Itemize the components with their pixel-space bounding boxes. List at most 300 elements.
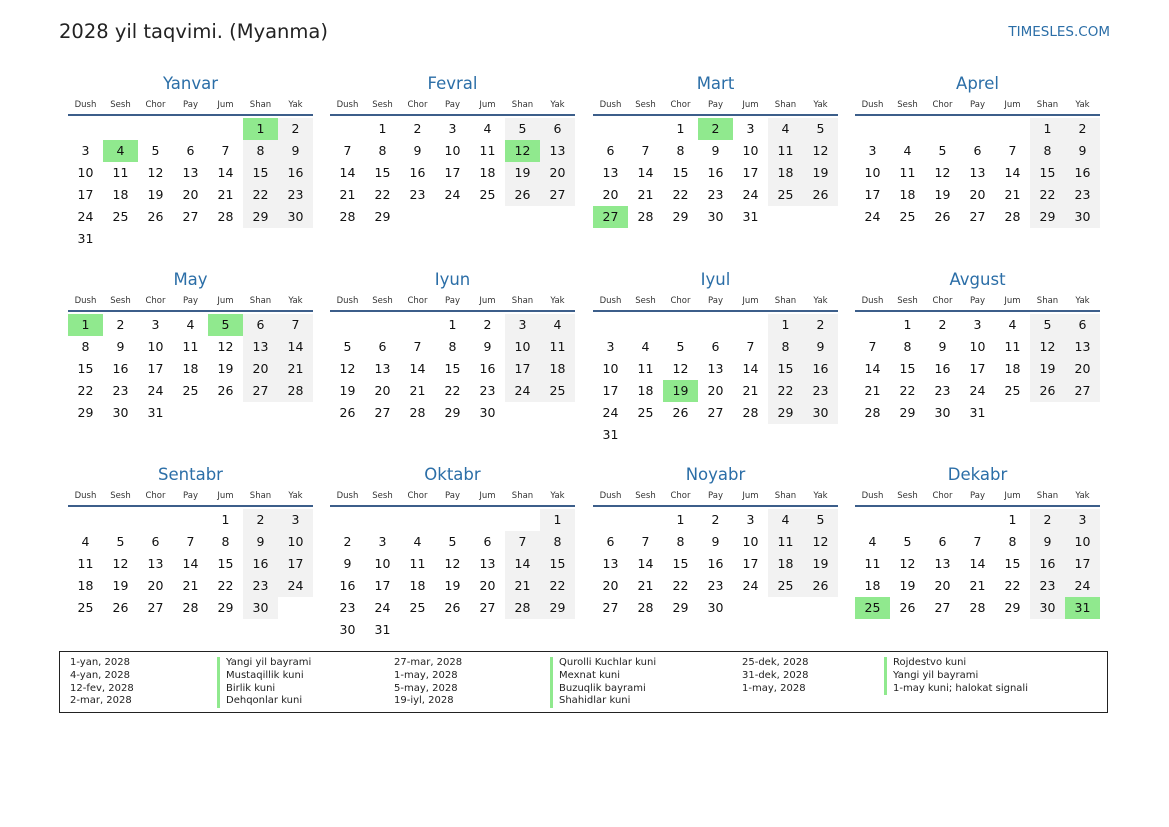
legend-holiday-name: Mexnat kuni: [550, 670, 620, 683]
day-cell: 6: [243, 314, 278, 336]
day-cell: 10: [77, 165, 94, 180]
day-cell: 27: [593, 206, 628, 228]
empty-cell: [855, 509, 890, 531]
empty-cell: [365, 509, 400, 531]
weekday-label: Sesh: [110, 296, 131, 306]
day-cell: 14: [864, 361, 881, 376]
day-cell: 23: [1030, 575, 1065, 597]
weekday-label: Pay: [970, 491, 985, 501]
weekday-label: Sesh: [372, 491, 393, 501]
empty-cell: [540, 206, 575, 228]
day-cell: 26: [339, 405, 356, 420]
site-link[interactable]: TIMESLES.COM: [1008, 24, 1110, 40]
weekday-header: [593, 487, 838, 507]
day-cell: 20: [479, 578, 496, 593]
day-cell: 4: [483, 121, 492, 136]
legend-holiday-name: Dehqonlar kuni: [217, 695, 302, 708]
day-cell: 15: [768, 358, 803, 380]
legend-holiday-name: Yangi yil bayrami: [884, 670, 978, 683]
weekday-label: Chor: [407, 491, 428, 501]
day-cell: 29: [444, 405, 461, 420]
month-name: Oktabr: [424, 465, 481, 484]
day-cell: 11: [540, 336, 575, 358]
day-cell: 18: [409, 578, 426, 593]
day-cell: 6: [606, 534, 615, 549]
day-cell: 15: [1030, 162, 1065, 184]
empty-cell: [330, 118, 365, 140]
day-cell: 5: [343, 339, 352, 354]
weekday-label: Dush: [599, 491, 622, 501]
day-cell: 9: [711, 143, 720, 158]
day-cell: 15: [444, 361, 461, 376]
empty-cell: [925, 509, 960, 531]
weekday-header: [68, 292, 313, 312]
day-cell: 2: [343, 534, 352, 549]
legend-holiday-name: Birlik kuni: [217, 683, 275, 696]
empty-cell: [698, 424, 733, 446]
empty-cell: [803, 206, 838, 228]
day-cell: 25: [855, 597, 890, 619]
day-cell: 30: [243, 597, 278, 619]
weekday-header: [855, 96, 1100, 116]
empty-cell: [768, 597, 803, 619]
day-cell: 26: [505, 184, 540, 206]
day-cell: 24: [742, 187, 759, 202]
day-cell: 12: [444, 556, 461, 571]
empty-cell: [208, 228, 243, 250]
day-cell: 10: [505, 336, 540, 358]
legend-date: 31-dek, 2028: [742, 669, 809, 681]
day-cell: 16: [409, 165, 426, 180]
day-cell: 30: [707, 209, 724, 224]
day-cell: 17: [147, 361, 164, 376]
day-cell: 5: [151, 143, 160, 158]
weekday-label: Shan: [1036, 491, 1059, 501]
day-cell: 27: [479, 600, 496, 615]
empty-cell: [435, 509, 470, 531]
empty-cell: [243, 402, 278, 424]
day-cell: 14: [637, 165, 654, 180]
day-cell: 20: [934, 578, 951, 593]
day-cell: 22: [77, 383, 94, 398]
day-cell: 10: [278, 531, 313, 553]
empty-cell: [173, 118, 208, 140]
day-cell: 23: [409, 187, 426, 202]
day-cell: 7: [746, 339, 755, 354]
day-cell: 17: [278, 553, 313, 575]
weekday-label: Jum: [479, 296, 496, 306]
day-cell: 12: [934, 165, 951, 180]
day-cell: 6: [540, 118, 575, 140]
day-cell: 23: [112, 383, 129, 398]
day-cell: 25: [768, 575, 803, 597]
day-cell: 19: [899, 578, 916, 593]
month-mart: [593, 72, 838, 228]
empty-cell: [470, 509, 505, 531]
day-cell: 30: [339, 622, 356, 637]
weekday-label: Yak: [288, 491, 303, 501]
day-cell: 8: [448, 339, 457, 354]
weekday-header: [330, 292, 575, 312]
day-cell: 29: [217, 600, 234, 615]
empty-cell: [768, 206, 803, 228]
weekday-label: Yak: [813, 100, 828, 110]
weekday-label: Chor: [145, 491, 166, 501]
day-cell: 12: [147, 165, 164, 180]
empty-cell: [540, 619, 575, 641]
day-cell: 30: [278, 206, 313, 228]
day-cell: 1: [768, 314, 803, 336]
day-cell: 13: [479, 556, 496, 571]
day-cell: 9: [803, 336, 838, 358]
day-cell: 16: [278, 162, 313, 184]
empty-cell: [208, 402, 243, 424]
empty-cell: [1065, 402, 1100, 424]
day-cell: 9: [116, 339, 125, 354]
day-cell: 16: [1030, 553, 1065, 575]
weekday-label: Dush: [599, 100, 622, 110]
day-cell: 27: [147, 600, 164, 615]
day-cell: 25: [479, 187, 496, 202]
day-cell: 26: [672, 405, 689, 420]
weekday-label: Shan: [774, 491, 797, 501]
day-cell: 24: [1065, 575, 1100, 597]
day-cell: 13: [934, 556, 951, 571]
day-cell: 20: [602, 187, 619, 202]
day-cell: 9: [1065, 140, 1100, 162]
day-cell: 31: [969, 405, 986, 420]
month-yanvar: [68, 72, 313, 250]
day-cell: 9: [711, 534, 720, 549]
day-cell: 18: [1004, 361, 1021, 376]
empty-cell: [68, 118, 103, 140]
day-cell: 4: [81, 534, 90, 549]
day-cell: 4: [903, 143, 912, 158]
day-cell: 28: [505, 597, 540, 619]
month-name: Iyul: [700, 270, 731, 289]
day-cell: 18: [768, 553, 803, 575]
weekday-label: Pay: [708, 100, 723, 110]
day-cell: 11: [479, 143, 496, 158]
page-title: 2028 yil taqvimi. (Myanma): [59, 20, 328, 43]
weekday-label: Yak: [1075, 100, 1090, 110]
weekday-label: Shan: [511, 491, 534, 501]
day-cell: 26: [899, 600, 916, 615]
empty-cell: [103, 228, 138, 250]
day-cell: 1: [68, 314, 103, 336]
day-cell: 30: [1030, 597, 1065, 619]
empty-cell: [103, 118, 138, 140]
month-name: Yanvar: [162, 74, 219, 93]
day-cell: 17: [374, 578, 391, 593]
weekday-label: Sesh: [635, 491, 656, 501]
empty-cell: [593, 118, 628, 140]
day-cell: 27: [934, 600, 951, 615]
weekday-label: Sesh: [110, 491, 131, 501]
day-cell: 16: [112, 361, 129, 376]
day-cell: 4: [540, 314, 575, 336]
day-cell: 10: [742, 143, 759, 158]
day-cell: 29: [672, 209, 689, 224]
day-cell: 29: [77, 405, 94, 420]
day-cell: 5: [116, 534, 125, 549]
day-cell: 8: [676, 143, 685, 158]
weekday-label: Shan: [249, 491, 272, 501]
day-grid: [593, 509, 838, 619]
day-cell: 14: [182, 556, 199, 571]
month-name: Mart: [696, 74, 735, 93]
day-cell: 27: [374, 405, 391, 420]
day-cell: 28: [637, 209, 654, 224]
empty-cell: [960, 118, 995, 140]
month-fevral: [330, 72, 575, 228]
empty-cell: [278, 228, 313, 250]
weekday-label: Pay: [445, 296, 460, 306]
weekday-label: Sesh: [897, 296, 918, 306]
day-cell: 28: [969, 600, 986, 615]
weekday-label: Sesh: [635, 100, 656, 110]
weekday-label: Yak: [550, 100, 565, 110]
day-cell: 31: [602, 427, 619, 442]
empty-cell: [103, 509, 138, 531]
day-cell: 17: [77, 187, 94, 202]
day-cell: 13: [707, 361, 724, 376]
day-cell: 26: [147, 209, 164, 224]
day-cell: 6: [378, 339, 387, 354]
day-cell: 15: [77, 361, 94, 376]
empty-cell: [505, 402, 540, 424]
day-cell: 3: [1065, 509, 1100, 531]
empty-cell: [400, 509, 435, 531]
day-cell: 7: [186, 534, 195, 549]
day-cell: 9: [1030, 531, 1065, 553]
empty-cell: [173, 509, 208, 531]
empty-cell: [995, 118, 1030, 140]
day-cell: 13: [1065, 336, 1100, 358]
day-cell: 10: [742, 534, 759, 549]
day-cell: 26: [217, 383, 234, 398]
weekday-label: Chor: [670, 296, 691, 306]
legend-holiday-name: Shahidlar kuni: [550, 695, 630, 708]
empty-cell: [663, 314, 698, 336]
day-cell: 13: [602, 165, 619, 180]
day-cell: 20: [1065, 358, 1100, 380]
empty-cell: [540, 402, 575, 424]
day-cell: 17: [444, 165, 461, 180]
day-grid: [330, 118, 575, 228]
day-cell: 19: [803, 162, 838, 184]
empty-cell: [68, 509, 103, 531]
day-cell: 21: [742, 383, 759, 398]
day-cell: 25: [637, 405, 654, 420]
day-cell: 17: [602, 383, 619, 398]
day-cell: 9: [938, 339, 947, 354]
day-cell: 15: [217, 556, 234, 571]
day-cell: 20: [707, 383, 724, 398]
empty-cell: [698, 314, 733, 336]
empty-cell: [925, 118, 960, 140]
day-cell: 31: [147, 405, 164, 420]
weekday-label: Dush: [336, 100, 359, 110]
day-cell: 20: [182, 187, 199, 202]
day-cell: 31: [742, 209, 759, 224]
day-cell: 6: [606, 143, 615, 158]
weekday-label: Dush: [74, 296, 97, 306]
day-cell: 21: [217, 187, 234, 202]
day-cell: 3: [505, 314, 540, 336]
empty-cell: [960, 509, 995, 531]
month-name: Noyabr: [685, 465, 746, 484]
day-cell: 16: [934, 361, 951, 376]
empty-cell: [138, 118, 173, 140]
day-cell: 28: [1004, 209, 1021, 224]
empty-cell: [855, 314, 890, 336]
day-grid: [593, 118, 838, 228]
day-cell: 30: [934, 405, 951, 420]
day-cell: 2: [803, 314, 838, 336]
day-cell: 8: [243, 140, 278, 162]
month-sentabr: [68, 463, 313, 619]
legend-holiday-name: Mustaqillik kuni: [217, 670, 304, 683]
legend-holiday-name: Qurolli Kuchlar kuni: [550, 657, 656, 670]
day-grid: [593, 314, 838, 446]
day-cell: 5: [676, 339, 685, 354]
day-grid: [855, 314, 1100, 424]
weekday-label: Shan: [1036, 100, 1059, 110]
day-cell: 19: [217, 361, 234, 376]
day-cell: 31: [1065, 597, 1100, 619]
day-cell: 14: [409, 361, 426, 376]
holiday-legend: [59, 651, 1108, 713]
day-cell: 7: [868, 339, 877, 354]
day-cell: 25: [540, 380, 575, 402]
legend-holiday-name: Rojdestvo kuni: [884, 657, 966, 670]
legend-date: 27-mar, 2028: [394, 657, 463, 668]
empty-cell: [243, 228, 278, 250]
day-grid: [68, 118, 313, 250]
legend-date: 5-may, 2028: [394, 682, 458, 694]
legend-date: 12-fev, 2028: [70, 682, 134, 694]
day-cell: 28: [864, 405, 881, 420]
day-cell: 17: [505, 358, 540, 380]
weekday-label: Pay: [183, 296, 198, 306]
weekday-header: [68, 487, 313, 507]
day-cell: 10: [969, 339, 986, 354]
day-cell: 12: [505, 140, 540, 162]
day-cell: 28: [217, 209, 234, 224]
weekday-label: Pay: [708, 296, 723, 306]
weekday-label: Dush: [336, 491, 359, 501]
weekday-label: Dush: [599, 296, 622, 306]
day-cell: 12: [803, 140, 838, 162]
day-cell: 6: [151, 534, 160, 549]
day-cell: 14: [637, 556, 654, 571]
day-cell: 25: [409, 600, 426, 615]
day-cell: 7: [413, 339, 422, 354]
legend-date: 1-may, 2028: [394, 669, 458, 681]
day-cell: 11: [637, 361, 654, 376]
day-cell: 25: [899, 209, 916, 224]
weekday-label: Yak: [1075, 296, 1090, 306]
day-cell: 14: [278, 336, 313, 358]
weekday-label: Chor: [407, 100, 428, 110]
day-cell: 7: [278, 314, 313, 336]
day-cell: 24: [969, 383, 986, 398]
day-cell: 20: [374, 383, 391, 398]
month-name: Sentabr: [158, 465, 223, 484]
month-name: Dekabr: [947, 465, 1008, 484]
day-cell: 25: [182, 383, 199, 398]
day-cell: 13: [243, 336, 278, 358]
day-cell: 7: [505, 531, 540, 553]
day-cell: 23: [803, 380, 838, 402]
day-cell: 6: [973, 143, 982, 158]
day-cell: 16: [243, 553, 278, 575]
day-cell: 21: [278, 358, 313, 380]
legend-holiday-name: Yangi yil bayrami: [217, 657, 311, 670]
day-grid: [330, 509, 575, 641]
day-cell: 25: [112, 209, 129, 224]
day-cell: 22: [672, 187, 689, 202]
day-cell: 11: [182, 339, 199, 354]
weekday-label: Sesh: [110, 100, 131, 110]
day-cell: 23: [278, 184, 313, 206]
day-cell: 25: [768, 184, 803, 206]
day-cell: 8: [378, 143, 387, 158]
day-cell: 19: [663, 380, 698, 402]
day-cell: 27: [707, 405, 724, 420]
weekday-label: Jum: [742, 491, 759, 501]
day-cell: 5: [803, 118, 838, 140]
day-cell: 7: [343, 143, 352, 158]
legend-holiday-name: 1-may kuni; halokat signali: [884, 683, 1028, 696]
day-cell: 18: [864, 578, 881, 593]
weekday-label: Pay: [183, 100, 198, 110]
empty-cell: [173, 402, 208, 424]
day-cell: 3: [606, 339, 615, 354]
day-cell: 21: [409, 383, 426, 398]
day-cell: 11: [409, 556, 426, 571]
empty-cell: [435, 619, 470, 641]
day-cell: 10: [602, 361, 619, 376]
day-cell: 24: [505, 380, 540, 402]
day-cell: 14: [969, 556, 986, 571]
day-cell: 16: [1065, 162, 1100, 184]
empty-cell: [1030, 402, 1065, 424]
empty-cell: [138, 509, 173, 531]
weekday-label: Chor: [932, 100, 953, 110]
day-cell: 8: [676, 534, 685, 549]
day-cell: 23: [707, 187, 724, 202]
legend-date: 1-may, 2028: [742, 682, 806, 694]
day-cell: 11: [77, 556, 94, 571]
day-cell: 15: [899, 361, 916, 376]
day-cell: 10: [1065, 531, 1100, 553]
weekday-label: Yak: [1075, 491, 1090, 501]
day-cell: 5: [903, 534, 912, 549]
weekday-label: Jum: [217, 296, 234, 306]
day-cell: 22: [540, 575, 575, 597]
day-cell: 26: [803, 184, 838, 206]
day-cell: 18: [479, 165, 496, 180]
month-dekabr: [855, 463, 1100, 619]
day-cell: 21: [637, 187, 654, 202]
day-cell: 21: [1004, 187, 1021, 202]
day-cell: 25: [1004, 383, 1021, 398]
day-cell: 23: [1065, 184, 1100, 206]
day-cell: 5: [505, 118, 540, 140]
day-cell: 3: [378, 534, 387, 549]
